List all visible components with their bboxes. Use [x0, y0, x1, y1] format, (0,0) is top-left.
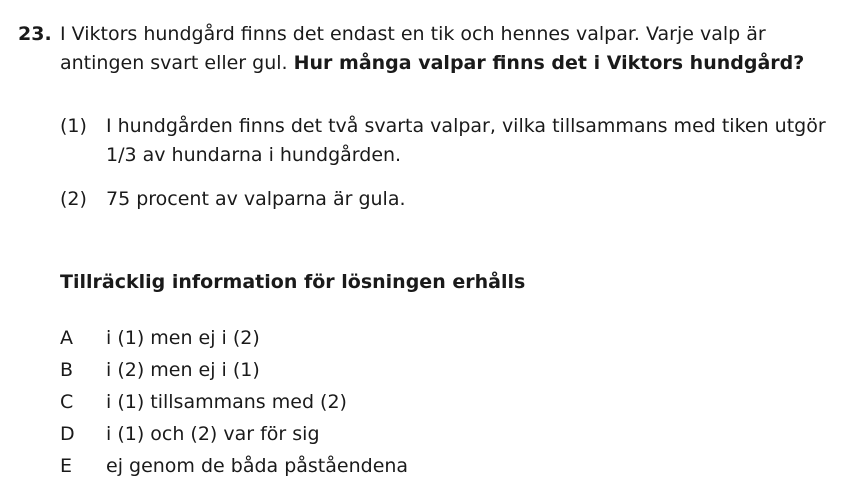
question-number: 23.: [18, 23, 52, 45]
option-a[interactable]: [60, 322, 408, 354]
option-letter: C: [60, 391, 74, 413]
statement-text: 75 procent av valparna är gula.: [106, 188, 406, 210]
question-text: [60, 20, 830, 78]
option-text: i (2) men ej i (1): [106, 359, 260, 381]
option-text: ej genom de båda påståendena: [106, 455, 409, 477]
question-block: [18, 20, 838, 78]
option-b[interactable]: [60, 354, 408, 386]
option-text: i (1) tillsammans med (2): [106, 391, 347, 413]
statement-number: (1): [60, 115, 87, 137]
statement-1: [60, 112, 840, 170]
option-letter: A: [60, 327, 73, 349]
question-text-plain: I Viktors hundgård finns det endast en tik och hennes valpar. Varje valp är antingen svart eller gul.: [60, 23, 766, 74]
question-header: [18, 20, 838, 78]
statement-2: [60, 185, 840, 214]
question-text-bold: Hur många valpar finns det i Viktors hundgård?: [293, 52, 805, 74]
option-c[interactable]: [60, 386, 408, 418]
option-text: i (1) men ej i (2): [106, 327, 260, 349]
option-letter: E: [60, 455, 73, 477]
answer-instruction: Tillräcklig information för lösningen erhålls: [60, 271, 526, 293]
statement-text: I hundgården finns det två svarta valpar, vilka tillsammans med tiken utgör 1/3 av hundarna i hundgården.: [106, 115, 826, 166]
option-letter: B: [60, 359, 74, 381]
option-letter: D: [60, 423, 75, 445]
statements-list: [60, 112, 840, 229]
option-e[interactable]: [60, 450, 408, 482]
statement-number: (2): [60, 188, 87, 210]
answer-options: [60, 322, 408, 482]
option-d[interactable]: [60, 418, 408, 450]
option-text: i (1) och (2) var för sig: [106, 423, 320, 445]
